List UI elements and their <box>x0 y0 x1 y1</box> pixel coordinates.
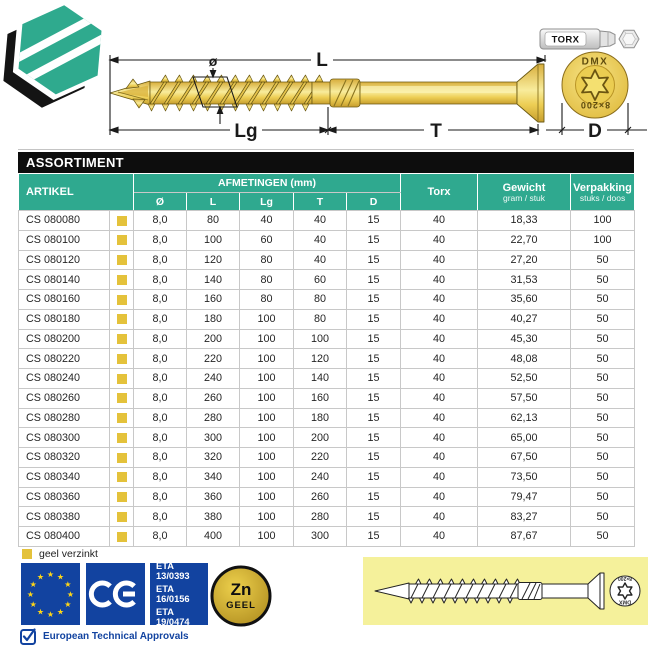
gewicht-cell: 79,47 <box>478 487 571 507</box>
artikel-cell: CS 080340 <box>19 467 110 487</box>
diameter-cell: 8,0 <box>134 467 187 487</box>
d-cell: 15 <box>347 290 401 310</box>
coating-cell <box>110 270 134 290</box>
d-cell: 15 <box>347 309 401 329</box>
dim-label-diameter: ø <box>208 53 218 69</box>
artikel-cell: CS 080180 <box>19 309 110 329</box>
artikel-cell: CS 080380 <box>19 507 110 527</box>
l-cell: 180 <box>187 309 240 329</box>
lg-cell: 100 <box>240 448 294 468</box>
gewicht-cell: 40,27 <box>478 309 571 329</box>
lg-cell: 40 <box>240 211 294 231</box>
d-cell: 15 <box>347 527 401 547</box>
svg-text:★: ★ <box>46 570 55 579</box>
l-cell: 260 <box>187 388 240 408</box>
coating-cell <box>110 309 134 329</box>
gewicht-cell: 67,50 <box>478 448 571 468</box>
l-cell: 340 <box>187 467 240 487</box>
diameter-cell: 8,0 <box>134 211 187 231</box>
artikel-cell: CS 080320 <box>19 448 110 468</box>
coating-cell <box>110 388 134 408</box>
divider-line <box>18 149 634 150</box>
verpakking-cell: 50 <box>571 250 635 270</box>
coating-swatch <box>117 433 127 443</box>
coating-cell <box>110 527 134 547</box>
diameter-cell: 8,0 <box>134 309 187 329</box>
table-row <box>19 250 635 270</box>
diameter-cell: 8,0 <box>134 507 187 527</box>
table-row <box>19 211 635 231</box>
svg-text:★: ★ <box>56 572 65 582</box>
verpakking-cell: 100 <box>571 230 635 250</box>
svg-text:★: ★ <box>56 607 65 617</box>
table-row <box>19 369 635 389</box>
subcol-d: D <box>347 193 401 211</box>
d-cell: 15 <box>347 211 401 231</box>
gewicht-cell: 31,53 <box>478 270 571 290</box>
lg-cell: 80 <box>240 290 294 310</box>
lg-cell: 60 <box>240 230 294 250</box>
t-cell: 180 <box>294 408 347 428</box>
gewicht-cell: 18,33 <box>478 211 571 231</box>
diameter-cell: 8,0 <box>134 428 187 448</box>
t-cell: 200 <box>294 428 347 448</box>
eu-flag-icon <box>21 563 80 625</box>
coating-swatch <box>117 354 127 364</box>
t-cell: 80 <box>294 290 347 310</box>
artikel-cell: CS 080120 <box>19 250 110 270</box>
l-cell: 140 <box>187 270 240 290</box>
torx-cell: 40 <box>401 408 478 428</box>
eta-caption: European Technical Approvals <box>43 631 189 642</box>
lg-cell: 100 <box>240 329 294 349</box>
t-cell: 300 <box>294 527 347 547</box>
torx-cell: 40 <box>401 230 478 250</box>
torx-bit-icon <box>540 29 615 49</box>
t-cell: 80 <box>294 309 347 329</box>
company-logo-icon <box>0 0 140 140</box>
gewicht-sublabel: gram / stuk <box>503 192 546 203</box>
verpakking-cell: 50 <box>571 329 635 349</box>
eta-line: ETA 16/0156 <box>156 584 190 604</box>
lg-cell: 100 <box>240 349 294 369</box>
l-cell: 300 <box>187 428 240 448</box>
table-row <box>19 448 635 468</box>
table-row <box>19 309 635 329</box>
artikel-cell: CS 080080 <box>19 211 110 231</box>
l-cell: 380 <box>187 507 240 527</box>
artikel-cell: CS 080300 <box>19 428 110 448</box>
coating-swatch <box>117 492 127 502</box>
lg-cell: 100 <box>240 527 294 547</box>
t-cell: 220 <box>294 448 347 468</box>
table-row <box>19 329 635 349</box>
d-cell: 15 <box>347 230 401 250</box>
coating-swatch <box>117 512 127 522</box>
coating-cell <box>110 211 134 231</box>
hex-shank-icon <box>619 30 639 47</box>
artikel-cell: CS 080240 <box>19 369 110 389</box>
t-cell: 40 <box>294 230 347 250</box>
l-cell: 100 <box>187 230 240 250</box>
lg-cell: 80 <box>240 250 294 270</box>
artikel-cell: CS 080360 <box>19 487 110 507</box>
table-row <box>19 388 635 408</box>
coating-cell <box>110 467 134 487</box>
table-row <box>19 428 635 448</box>
diameter-cell: 8,0 <box>134 527 187 547</box>
lg-cell: 100 <box>240 408 294 428</box>
l-cell: 220 <box>187 349 240 369</box>
coating-swatch <box>117 216 127 226</box>
coating-cell <box>110 349 134 369</box>
diameter-cell: 8,0 <box>134 230 187 250</box>
d-cell: 15 <box>347 369 401 389</box>
l-cell: 240 <box>187 369 240 389</box>
verpakking-cell: 50 <box>571 428 635 448</box>
t-cell: 280 <box>294 507 347 527</box>
subcol-t: T <box>294 193 347 211</box>
diameter-cell: 8,0 <box>134 487 187 507</box>
torx-cell: 40 <box>401 527 478 547</box>
verpakking-cell: 50 <box>571 507 635 527</box>
torx-cell: 40 <box>401 250 478 270</box>
coating-cell <box>110 487 134 507</box>
gewicht-label: Gewicht <box>502 181 546 194</box>
diameter-cell: 8,0 <box>134 250 187 270</box>
dim-label-t: T <box>430 121 442 142</box>
verpakking-cell: 50 <box>571 369 635 389</box>
ce-mark-icon <box>86 563 145 625</box>
svg-text:★: ★ <box>64 580 72 589</box>
coating-swatch <box>117 453 127 463</box>
coating-cell <box>110 448 134 468</box>
verpakking-cell: 100 <box>571 211 635 231</box>
coating-cell <box>110 507 134 527</box>
column-header-torx: Torx <box>401 174 478 211</box>
diameter-cell: 8,0 <box>134 349 187 369</box>
torx-cell: 40 <box>401 448 478 468</box>
t-cell: 40 <box>294 211 347 231</box>
d-cell: 15 <box>347 270 401 290</box>
artikel-cell: CS 080160 <box>19 290 110 310</box>
zinc-coating-badge <box>209 564 273 628</box>
artikel-cell: CS 080140 <box>19 270 110 290</box>
lg-cell: 100 <box>240 487 294 507</box>
l-cell: 280 <box>187 408 240 428</box>
l-cell: 160 <box>187 290 240 310</box>
d-cell: 15 <box>347 448 401 468</box>
lg-cell: 100 <box>240 507 294 527</box>
verpakking-cell: 50 <box>571 448 635 468</box>
checkmark-icon <box>20 628 37 645</box>
t-cell: 160 <box>294 388 347 408</box>
gewicht-cell: 73,50 <box>478 467 571 487</box>
coating-swatch <box>117 374 127 384</box>
artikel-cell: CS 080400 <box>19 527 110 547</box>
torx-cell: 40 <box>401 428 478 448</box>
svg-text:★: ★ <box>26 590 35 599</box>
svg-text:★: ★ <box>64 600 72 609</box>
gewicht-cell: 48,08 <box>478 349 571 369</box>
coating-swatch <box>117 393 127 403</box>
svg-text:★: ★ <box>29 600 37 609</box>
l-cell: 200 <box>187 329 240 349</box>
d-cell: 15 <box>347 487 401 507</box>
screw-head-top-view <box>562 52 628 118</box>
diameter-cell: 8,0 <box>134 408 187 428</box>
verpakking-label: Verpakking <box>573 181 632 194</box>
svg-text:★: ★ <box>36 572 45 582</box>
column-header-artikel: ARTIKEL <box>19 174 134 211</box>
column-header-verpakking <box>571 174 635 211</box>
artikel-cell: CS 080280 <box>19 408 110 428</box>
artikel-cell: CS 080260 <box>19 388 110 408</box>
coating-cell <box>110 408 134 428</box>
diameter-cell: 8,0 <box>134 448 187 468</box>
coating-swatch <box>117 334 127 344</box>
dim-label-lg: Lg <box>234 121 258 142</box>
diameter-cell: 8,0 <box>134 369 187 389</box>
coating-cell <box>110 290 134 310</box>
torx-cell: 40 <box>401 329 478 349</box>
svg-text:★: ★ <box>46 610 55 619</box>
torx-cell: 40 <box>401 388 478 408</box>
subcol-diameter: Ø <box>134 193 187 211</box>
verpakking-sublabel: stuks / doos <box>579 192 626 203</box>
coating-swatch <box>117 275 127 285</box>
table-row <box>19 408 635 428</box>
l-cell: 360 <box>187 487 240 507</box>
torx-cell: 40 <box>401 290 478 310</box>
gewicht-cell: 35,60 <box>478 290 571 310</box>
gewicht-cell: 45,30 <box>478 329 571 349</box>
coating-swatch <box>117 532 127 542</box>
column-group-afmetingen: AFMETINGEN (mm) <box>134 174 401 193</box>
torx-cell: 40 <box>401 211 478 231</box>
eta-caption-row <box>20 628 189 645</box>
lg-cell: 100 <box>240 428 294 448</box>
svg-text:★: ★ <box>29 580 37 589</box>
diameter-cell: 8,0 <box>134 329 187 349</box>
t-cell: 100 <box>294 329 347 349</box>
eta-approvals-box <box>150 563 208 625</box>
l-cell: 320 <box>187 448 240 468</box>
table-title: ASSORTIMENT <box>18 152 634 173</box>
table-row <box>19 230 635 250</box>
d-cell: 15 <box>347 467 401 487</box>
coating-swatch <box>117 255 127 265</box>
coating-swatch <box>117 472 127 482</box>
d-cell: 15 <box>347 329 401 349</box>
t-cell: 40 <box>294 250 347 270</box>
verpakking-cell: 50 <box>571 527 635 547</box>
svg-text:★: ★ <box>36 607 45 617</box>
box-head-size-text: 8×200 <box>617 575 633 581</box>
d-cell: 15 <box>347 428 401 448</box>
table-row <box>19 290 635 310</box>
torx-bit-label: TORX <box>551 34 580 46</box>
artikel-cell: CS 080200 <box>19 329 110 349</box>
torx-cell: 40 <box>401 487 478 507</box>
verpakking-cell: 50 <box>571 388 635 408</box>
screw-side-view <box>110 64 544 122</box>
legend-swatch <box>22 549 32 559</box>
dim-label-l: L <box>316 50 328 71</box>
t-cell: 60 <box>294 270 347 290</box>
torx-cell: 40 <box>401 309 478 329</box>
torx-cell: 40 <box>401 349 478 369</box>
head-size-text: 8×200 <box>579 100 611 110</box>
table-row <box>19 270 635 290</box>
eta-line: ETA 13/0393 <box>156 561 190 581</box>
diameter-cell: 8,0 <box>134 270 187 290</box>
gewicht-cell: 87,67 <box>478 527 571 547</box>
t-cell: 240 <box>294 467 347 487</box>
artikel-cell: CS 080220 <box>19 349 110 369</box>
d-cell: 15 <box>347 408 401 428</box>
verpakking-cell: 50 <box>571 349 635 369</box>
gewicht-cell: 27,20 <box>478 250 571 270</box>
head-brand-text: DMX <box>581 56 609 68</box>
torx-cell: 40 <box>401 507 478 527</box>
lg-cell: 80 <box>240 270 294 290</box>
column-header-gewicht <box>478 174 571 211</box>
coating-cell <box>110 369 134 389</box>
svg-text:★: ★ <box>66 590 75 599</box>
coating-cell <box>110 329 134 349</box>
box-head-brand-text: DMX <box>618 598 632 605</box>
coating-swatch <box>117 295 127 305</box>
table-row <box>19 487 635 507</box>
lg-cell: 100 <box>240 388 294 408</box>
dim-label-d: D <box>588 121 602 142</box>
gewicht-cell: 65,00 <box>478 428 571 448</box>
technical-drawing <box>0 0 650 150</box>
diameter-cell: 8,0 <box>134 290 187 310</box>
t-cell: 260 <box>294 487 347 507</box>
diameter-cell: 8,0 <box>134 388 187 408</box>
assortment-table <box>18 173 635 547</box>
torx-cell: 40 <box>401 270 478 290</box>
table-row <box>19 507 635 527</box>
coating-cell <box>110 428 134 448</box>
d-cell: 15 <box>347 388 401 408</box>
screw-outline-drawing <box>363 557 648 625</box>
d-cell: 15 <box>347 250 401 270</box>
l-cell: 120 <box>187 250 240 270</box>
product-variant-box <box>363 557 648 625</box>
legend-label: geel verzinkt <box>39 548 98 560</box>
d-cell: 15 <box>347 507 401 527</box>
verpakking-cell: 50 <box>571 467 635 487</box>
verpakking-cell: 50 <box>571 309 635 329</box>
subcol-l: L <box>187 193 240 211</box>
zn-sublabel: GEEL <box>226 600 256 611</box>
l-cell: 80 <box>187 211 240 231</box>
subcol-lg: Lg <box>240 193 294 211</box>
coating-cell <box>110 230 134 250</box>
gewicht-cell: 62,13 <box>478 408 571 428</box>
zn-label: Zn <box>230 580 252 599</box>
coating-swatch <box>117 413 127 423</box>
coating-cell <box>110 250 134 270</box>
artikel-cell: CS 080100 <box>19 230 110 250</box>
verpakking-cell: 50 <box>571 290 635 310</box>
verpakking-cell: 50 <box>571 270 635 290</box>
d-cell: 15 <box>347 349 401 369</box>
l-cell: 400 <box>187 527 240 547</box>
torx-cell: 40 <box>401 369 478 389</box>
coating-swatch <box>117 314 127 324</box>
gewicht-cell: 57,50 <box>478 388 571 408</box>
verpakking-cell: 50 <box>571 408 635 428</box>
table-row <box>19 467 635 487</box>
table-row <box>19 349 635 369</box>
gewicht-cell: 22,70 <box>478 230 571 250</box>
eta-line: ETA 19/0474 <box>156 607 190 627</box>
t-cell: 120 <box>294 349 347 369</box>
lg-cell: 100 <box>240 369 294 389</box>
gewicht-cell: 83,27 <box>478 507 571 527</box>
table-row <box>19 527 635 547</box>
verpakking-cell: 50 <box>571 487 635 507</box>
lg-cell: 100 <box>240 467 294 487</box>
lg-cell: 100 <box>240 309 294 329</box>
t-cell: 140 <box>294 369 347 389</box>
legend <box>22 548 98 560</box>
torx-cell: 40 <box>401 467 478 487</box>
gewicht-cell: 52,50 <box>478 369 571 389</box>
coating-swatch <box>117 235 127 245</box>
